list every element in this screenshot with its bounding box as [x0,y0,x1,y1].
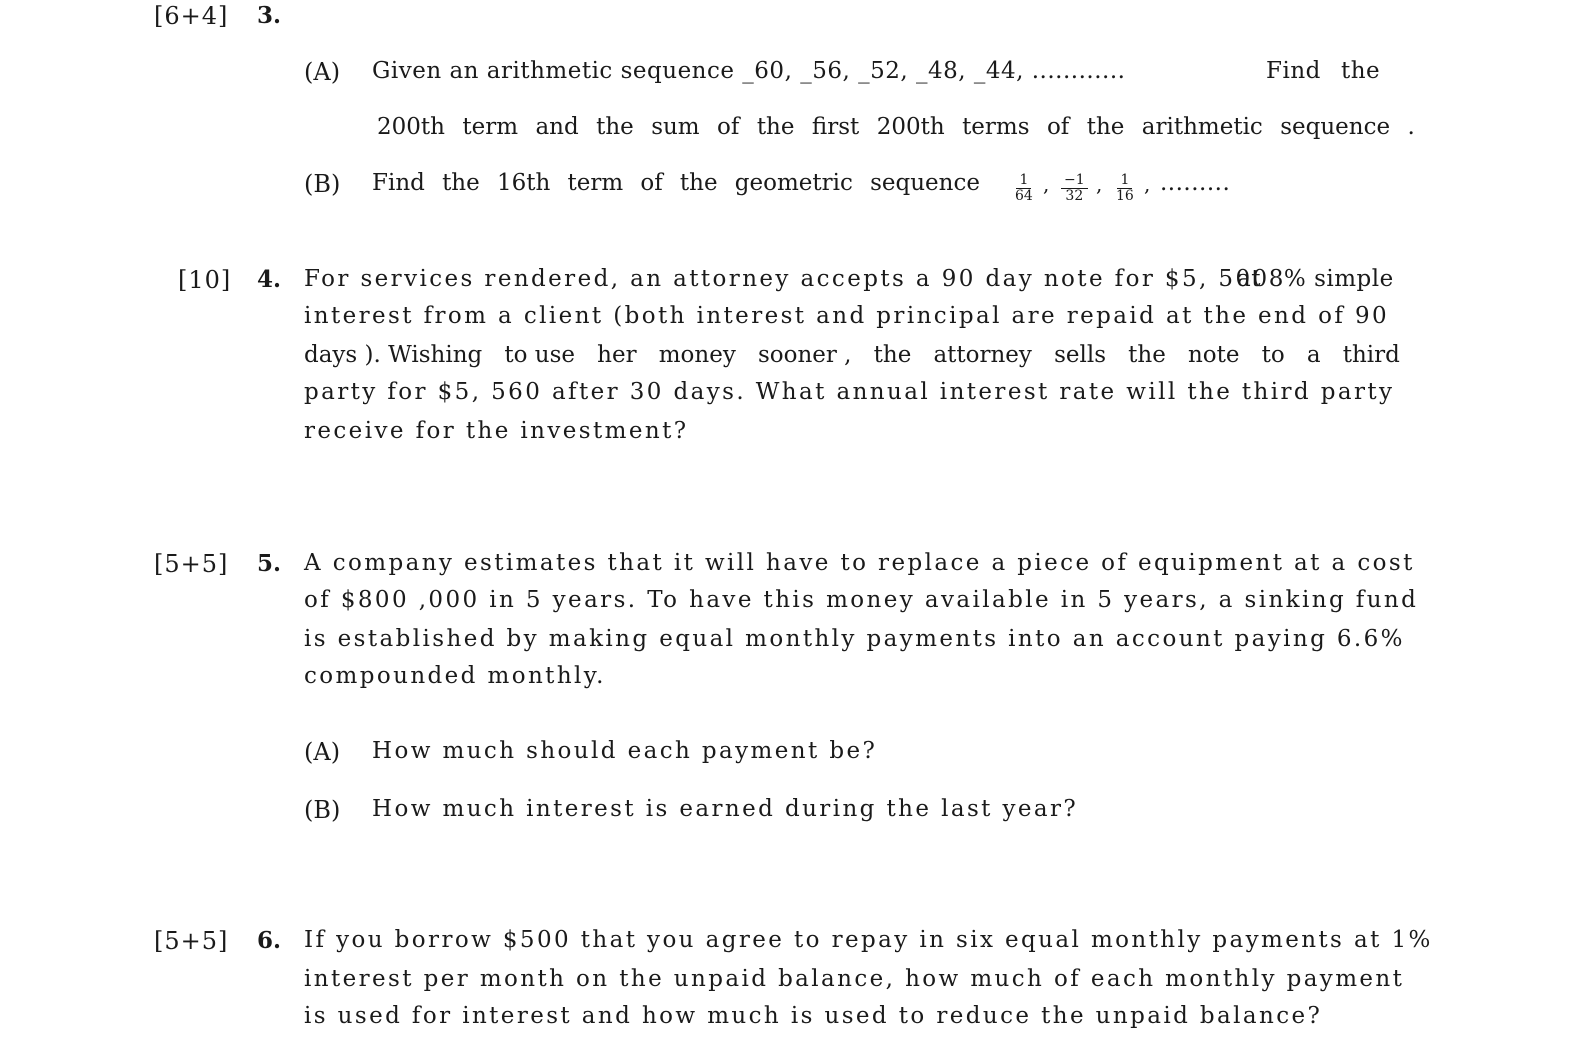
q3-marks: [6+4] [154,2,229,30]
q4-marks: [10] [178,266,232,294]
q3-part-a-line2: 200th term and the sum of the first 200th terms of the arithmetic sequence . [377,114,1415,140]
q3-part-b-label: (B) [304,170,341,198]
fraction-1-16: $\frac{1}{16}$ [1116,172,1134,204]
q3-part-b-text: Find the 16th term of the geometric sequence [372,170,980,196]
q4-line1: For services rendered, an attorney accepts a 90 day note for $5, 500 [304,266,1270,292]
q5-line3: is established by making equal monthly payments into an account paying 6.6% [304,626,1405,652]
q6-line2: interest per month on the unpaid balance, how much of each monthly payment [304,966,1405,992]
q3-number: 3. [257,2,282,29]
fraction-1-64: $\frac{1}{64}$ [1015,172,1033,204]
q5-line4: compounded monthly. [304,663,606,689]
q4-line1-end: at 8% simple [1237,266,1394,292]
q3-part-a-the: the [1341,58,1381,84]
q3-part-b-dots: ......... [1160,170,1231,196]
q3-part-a-label: (A) [304,58,341,86]
q6-marks: [5+5] [154,927,229,955]
q4-line5: receive for the investment? [304,418,689,444]
q6-line1: If you borrow $500 that you agree to repay in six equal monthly payments at 1% [304,927,1433,953]
q6-line3: is used for interest and how much is used to reduce the unpaid balance? [304,1003,1323,1029]
q3-part-a-line1: Given an arithmetic sequence _60, _56, _52, _48, _44, ............ [372,58,1126,84]
q5-part-a-text: How much should each payment be? [372,738,878,764]
q4-line2: interest from a client (both interest and principal are repaid at the end of 90 [304,303,1390,329]
q5-marks: [5+5] [154,550,229,578]
q5-part-a-label: (A) [304,738,341,766]
q5-number: 5. [257,550,282,577]
q4-line4: party for $5, 560 after 30 days. What annual interest rate will the third party [304,379,1395,405]
q4-number: 4. [257,266,282,293]
q3-part-a-find: Find [1266,58,1321,84]
q5-part-b-text: How much interest is earned during the last year? [372,796,1079,822]
q4-line3: days ). Wishing to use her money sooner , the attorney sells the note to a third [304,342,1400,368]
q5-line1: A company estimates that it will have to replace a piece of equipment at a cost [304,550,1415,576]
fraction-neg1-32: $\frac{-1}{32}$ [1061,173,1088,204]
q5-line2: of $800 ,000 in 5 years. To have this money available in 5 years, a sinking fund [304,587,1419,613]
q6-number: 6. [257,927,282,954]
q5-part-b-label: (B) [304,796,341,824]
